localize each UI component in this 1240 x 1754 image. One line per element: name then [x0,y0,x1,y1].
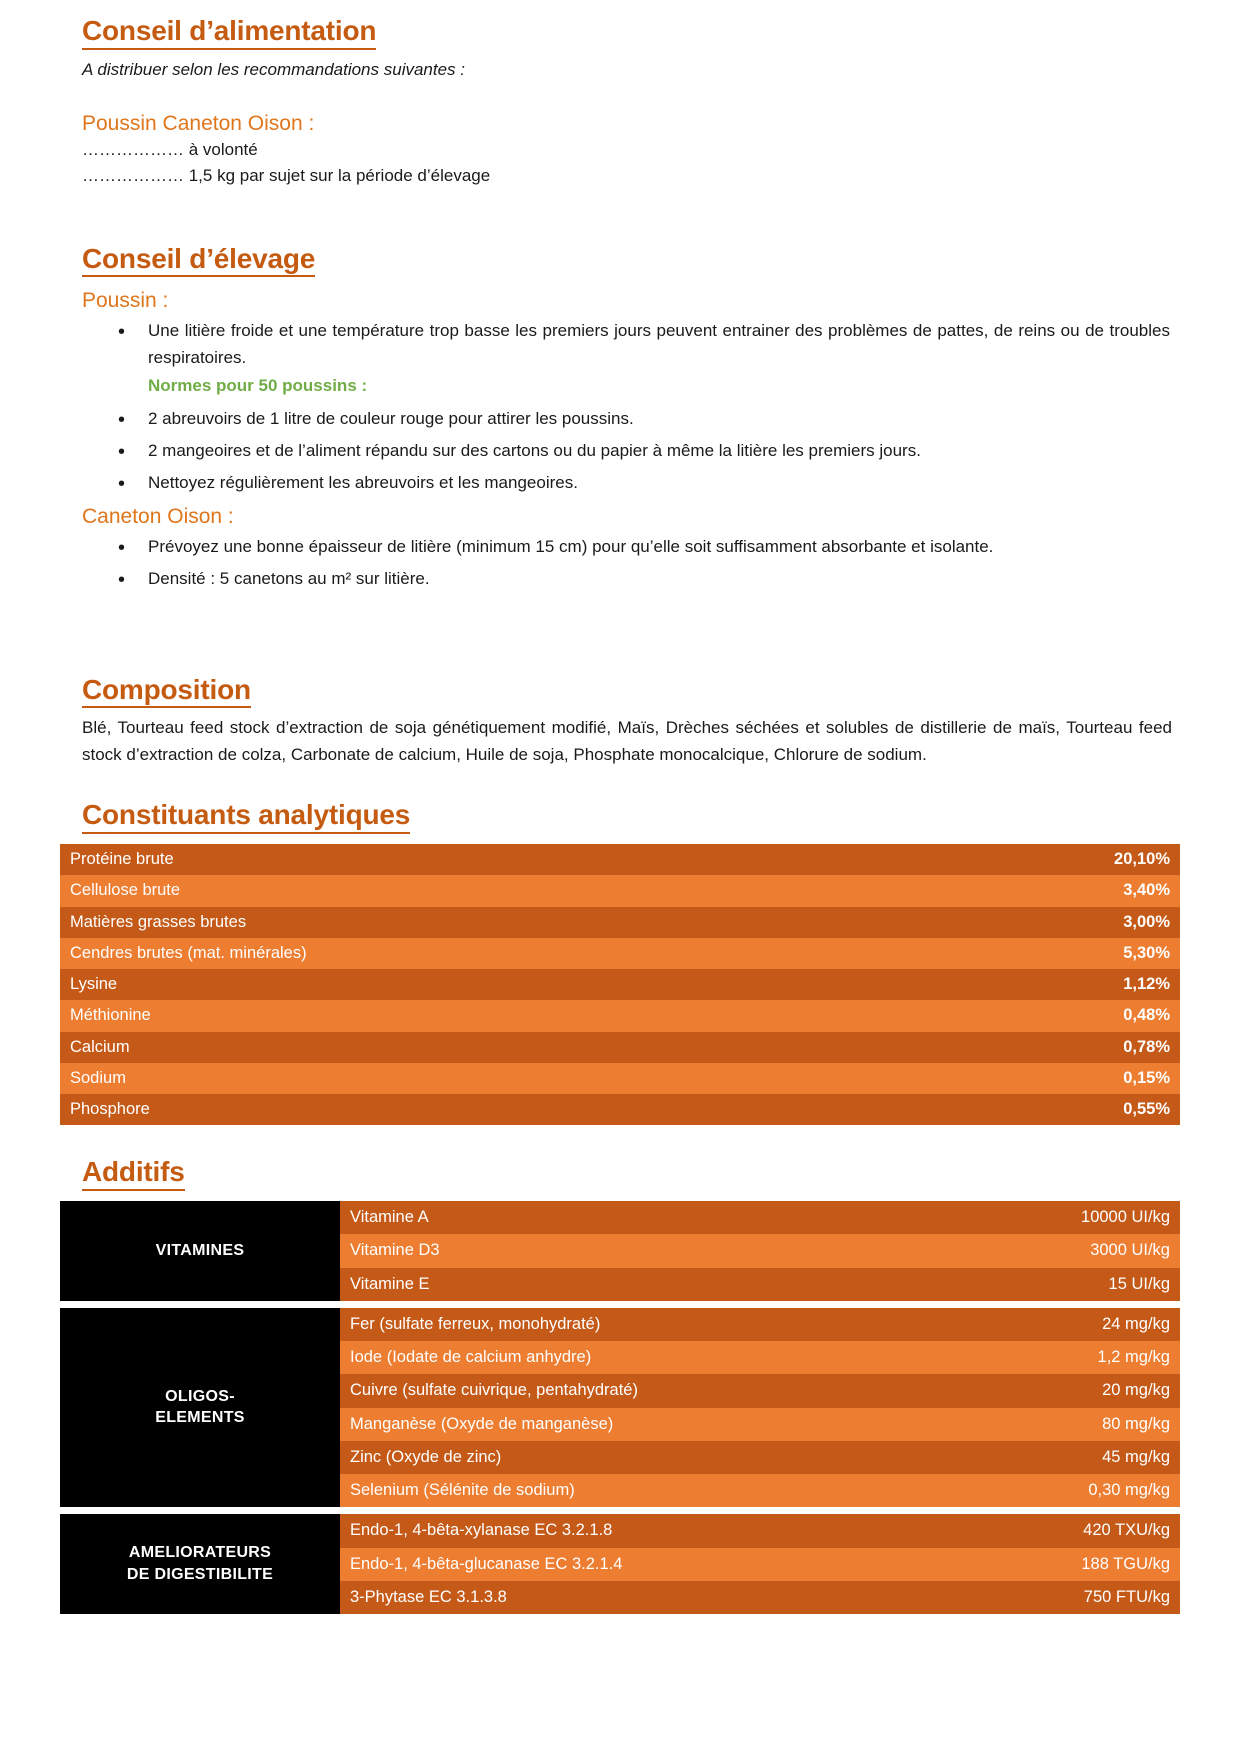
table-row [60,844,1180,875]
constituent-name: Phosphore [60,1094,1000,1125]
constituent-value: 0,55% [1000,1094,1180,1125]
list-item: • Prévoyez une bonne épaisseur de litière (minimum 15 cm) pour qu’elle soit suffisamment absorbante et isolante. [60,534,1180,560]
additive-value: 3000 UI/kg [1030,1234,1180,1267]
constituent-name: Lysine [60,969,1000,1000]
additive-category [60,1514,340,1614]
spacer-cell [60,1301,1180,1308]
list-item: • Nettoyez régulièrement les abreuvoirs et les mangeoires. [60,470,1180,496]
feeding-advice-intro: A distribuer selon les recommandations suivantes : [82,59,465,79]
table-row [60,1000,1180,1031]
spacer [60,277,1180,287]
additive-name: Cuivre (sulfate cuivrique, pentahydraté) [340,1374,1030,1407]
list-item: • 2 mangeoires et de l’aliment répandu sur des cartons ou du papier à même la litière les premiers jours. [60,438,1180,464]
spacer [60,190,1180,242]
caneton-oison-bullet-list [60,534,1180,593]
spacer-cell [60,1507,1180,1514]
feeding-advice-title: Conseil d’alimentation [82,14,376,50]
additive-value: 0,30 mg/kg [1030,1474,1180,1507]
table-row [60,1094,1180,1125]
constituent-value: 0,78% [1000,1032,1180,1063]
constituent-value: 20,10% [1000,844,1180,875]
composition-title-wrap [82,673,1180,709]
poussin-label: Poussin : [82,289,169,313]
category-line-2: DE DIGESTIBILITE [126,1565,274,1583]
additive-category [60,1201,340,1301]
constituent-name: Sodium [60,1063,1000,1094]
spacer [60,1125,1180,1155]
additive-name: Vitamine A [340,1201,1030,1234]
constituent-name: Cendres brutes (mat. minérales) [60,938,1000,969]
constituent-name: Matières grasses brutes [60,907,1000,938]
feeding-group-label: Poussin Caneton Oison : [82,111,315,135]
additive-value: 188 TGU/kg [1030,1548,1180,1581]
analytical-constituents-table [60,844,1180,1125]
additive-value: 1,2 mg/kg [1030,1341,1180,1374]
additive-name: Endo-1, 4-bêta-glucanase EC 3.2.1.4 [340,1548,1030,1581]
constituent-value: 3,40% [1000,875,1180,906]
composition-text: Blé, Tourteau feed stock d’extraction de soja génétiquement modifié, Maïs, Drèches séchées et solubles de distillerie de maïs, Tourteau feed stock d’extraction de colza, Carbonate de calcium, Huile de soja, Phosphate monocalcique, Chlorure de sodium. [82,718,1172,765]
table-row [60,969,1180,1000]
table-row [60,1308,1180,1341]
constituent-value: 0,48% [1000,1000,1180,1031]
additive-name: Vitamine D3 [340,1234,1030,1267]
category-line-2: ELEMENTS [155,1409,245,1427]
additive-value: 24 mg/kg [1030,1308,1180,1341]
spacer [60,599,1180,651]
additive-name: Fer (sulfate ferreux, monohydraté) [340,1308,1030,1341]
group-spacer [60,1301,1180,1308]
constituent-name: Calcium [60,1032,1000,1063]
table-row [60,907,1180,938]
category-line-1: VITAMINES [155,1241,245,1259]
additive-name: Selenium (Sélénite de sodium) [340,1474,1030,1507]
bullet-text: Une litière froide et une température trop basse les premiers jours peuvent entrainer des problèmes de pattes, de reins ou de troubles respiratoires. [148,321,1170,367]
table-row [60,1063,1180,1094]
rearing-advice-title-wrap [82,242,1180,278]
additives-title-wrap [82,1155,1180,1191]
constituent-name: Cellulose brute [60,875,1000,906]
spacer [60,651,1180,673]
constituent-name: Méthionine [60,1000,1000,1031]
list-item: • Densité : 5 canetons au m² sur litière. [60,566,1180,592]
list-item: • 2 abreuvoirs de 1 litre de couleur rouge pour attirer les poussins. [60,406,1180,432]
caneton-oison-label: Caneton Oison : [82,504,234,528]
constituent-name: Protéine brute [60,844,1000,875]
additive-name: Vitamine E [340,1268,1030,1301]
spacer [60,80,1180,110]
additive-name: 3-Phytase EC 3.1.3.8 [340,1581,1030,1614]
list-item [60,318,1180,399]
additive-value: 10000 UI/kg [1030,1201,1180,1234]
additive-name: Zinc (Oxyde de zinc) [340,1441,1030,1474]
additive-name: Endo-1, 4-bêta-xylanase EC 3.2.1.8 [340,1514,1030,1547]
table-row [60,938,1180,969]
feeding-line-2: ……………… 1,5 kg par sujet sur la période d’élevage [82,166,491,186]
category-line-1: AMELIORATEURS [128,1544,272,1562]
category-line-1: OLIGOS- [165,1387,235,1405]
feeding-advice-title-wrap [82,14,1180,50]
additive-value: 750 FTU/kg [1030,1581,1180,1614]
table-row [60,1201,1180,1234]
constituent-value: 0,15% [1000,1063,1180,1094]
table-row [60,1032,1180,1063]
poussin-green-note: Normes pour 50 poussins : [148,376,368,396]
spacer [60,768,1180,798]
constituent-value: 5,30% [1000,938,1180,969]
additive-category [60,1308,340,1508]
additives-title: Additifs [82,1155,185,1191]
constituent-value: 1,12% [1000,969,1180,1000]
analytical-title-wrap [82,798,1180,834]
poussin-bullet-list [60,318,1180,496]
additive-value: 15 UI/kg [1030,1268,1180,1301]
rearing-advice-title: Conseil d’élevage [82,242,315,278]
table-row [60,875,1180,906]
additive-value: 45 mg/kg [1030,1441,1180,1474]
additive-value: 20 mg/kg [1030,1374,1180,1407]
additives-table [60,1201,1180,1614]
group-spacer [60,1507,1180,1514]
constituent-value: 3,00% [1000,907,1180,938]
table-row [60,1514,1180,1547]
additive-value: 420 TXU/kg [1030,1514,1180,1547]
composition-title: Composition [82,673,251,709]
additive-name: Iode (Iodate de calcium anhydre) [340,1341,1030,1374]
additive-value: 80 mg/kg [1030,1408,1180,1441]
feeding-line-1: ……………… à volonté [82,139,258,159]
analytical-constituents-title: Constituants analytiques [82,798,410,834]
additive-name: Manganèse (Oxyde de manganèse) [340,1408,1030,1441]
